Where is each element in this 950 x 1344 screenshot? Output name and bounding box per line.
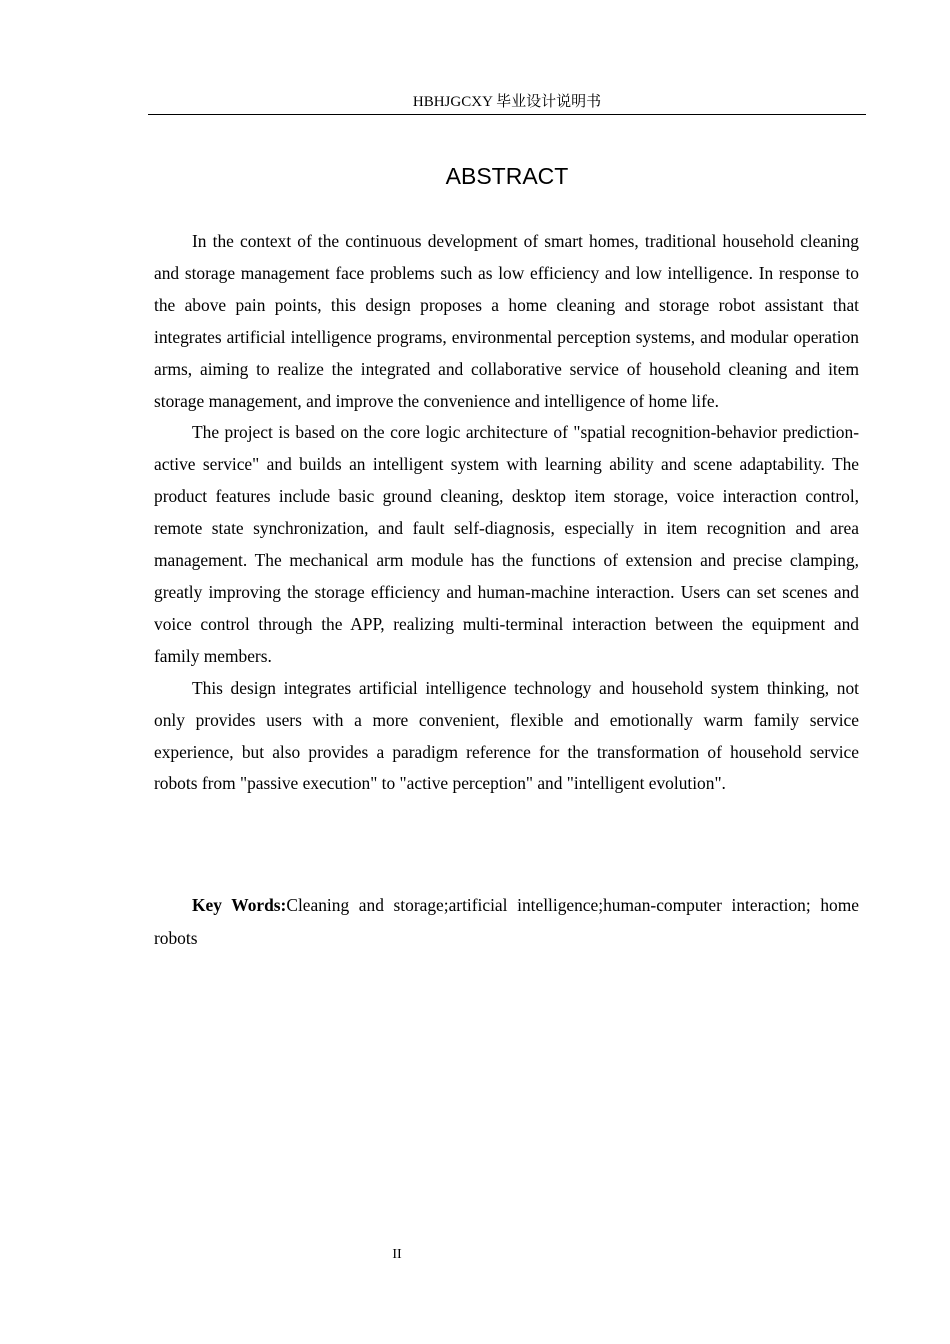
abstract-body — [154, 226, 859, 800]
page-header-text: HBHJGCXY 毕业设计说明书 — [412, 94, 602, 110]
page-number: II — [392, 1247, 402, 1262]
keywords-label: Key Words: — [192, 895, 287, 915]
page-header — [148, 92, 866, 115]
abstract-paragraph-3: This design integrates artificial intelligence technology and household system thinking, not only provides users with a more convenient, flexible and emotionally warm family service experience, but also provides a paradigm reference for the transformation of household service robots from "passive execution" to "active perception" and "intelligent evolution". — [154, 677, 859, 794]
abstract-paragraph-2: The project is based on the core logic architecture of "spatial recognition-behavior prediction-active service" and builds an intelligent system with learning ability and scene adaptability. The product features include basic ground cleaning, desktop item storage, voice interaction control, remote state synchronization, and fault self-diagnosis, especially in item recognition and area management. The mechanical arm module has the functions of extension and precise clamping, greatly improving the storage efficiency and human-machine interaction. Users can set scenes and voice control through the APP, realizing multi-terminal interaction between the equipment and family members. — [154, 422, 859, 666]
keywords-text: Cleaning and storage;artificial intelligence;human-computer interaction; home robots — [154, 895, 859, 948]
abstract-paragraph-1: In the context of the continuous development of smart homes, traditional household cleaning and storage management face problems such as low efficiency and low intelligence. In response to the above pain points, this design proposes a home cleaning and storage robot assistant that integrates artificial intelligence programs, environmental perception systems, and modular operation arms, aiming to realize the integrated and collaborative service of household cleaning and item storage management, and improve the convenience and intelligence of home life. — [154, 231, 859, 411]
abstract-title: ABSTRACT — [445, 163, 569, 189]
keywords — [154, 889, 859, 954]
